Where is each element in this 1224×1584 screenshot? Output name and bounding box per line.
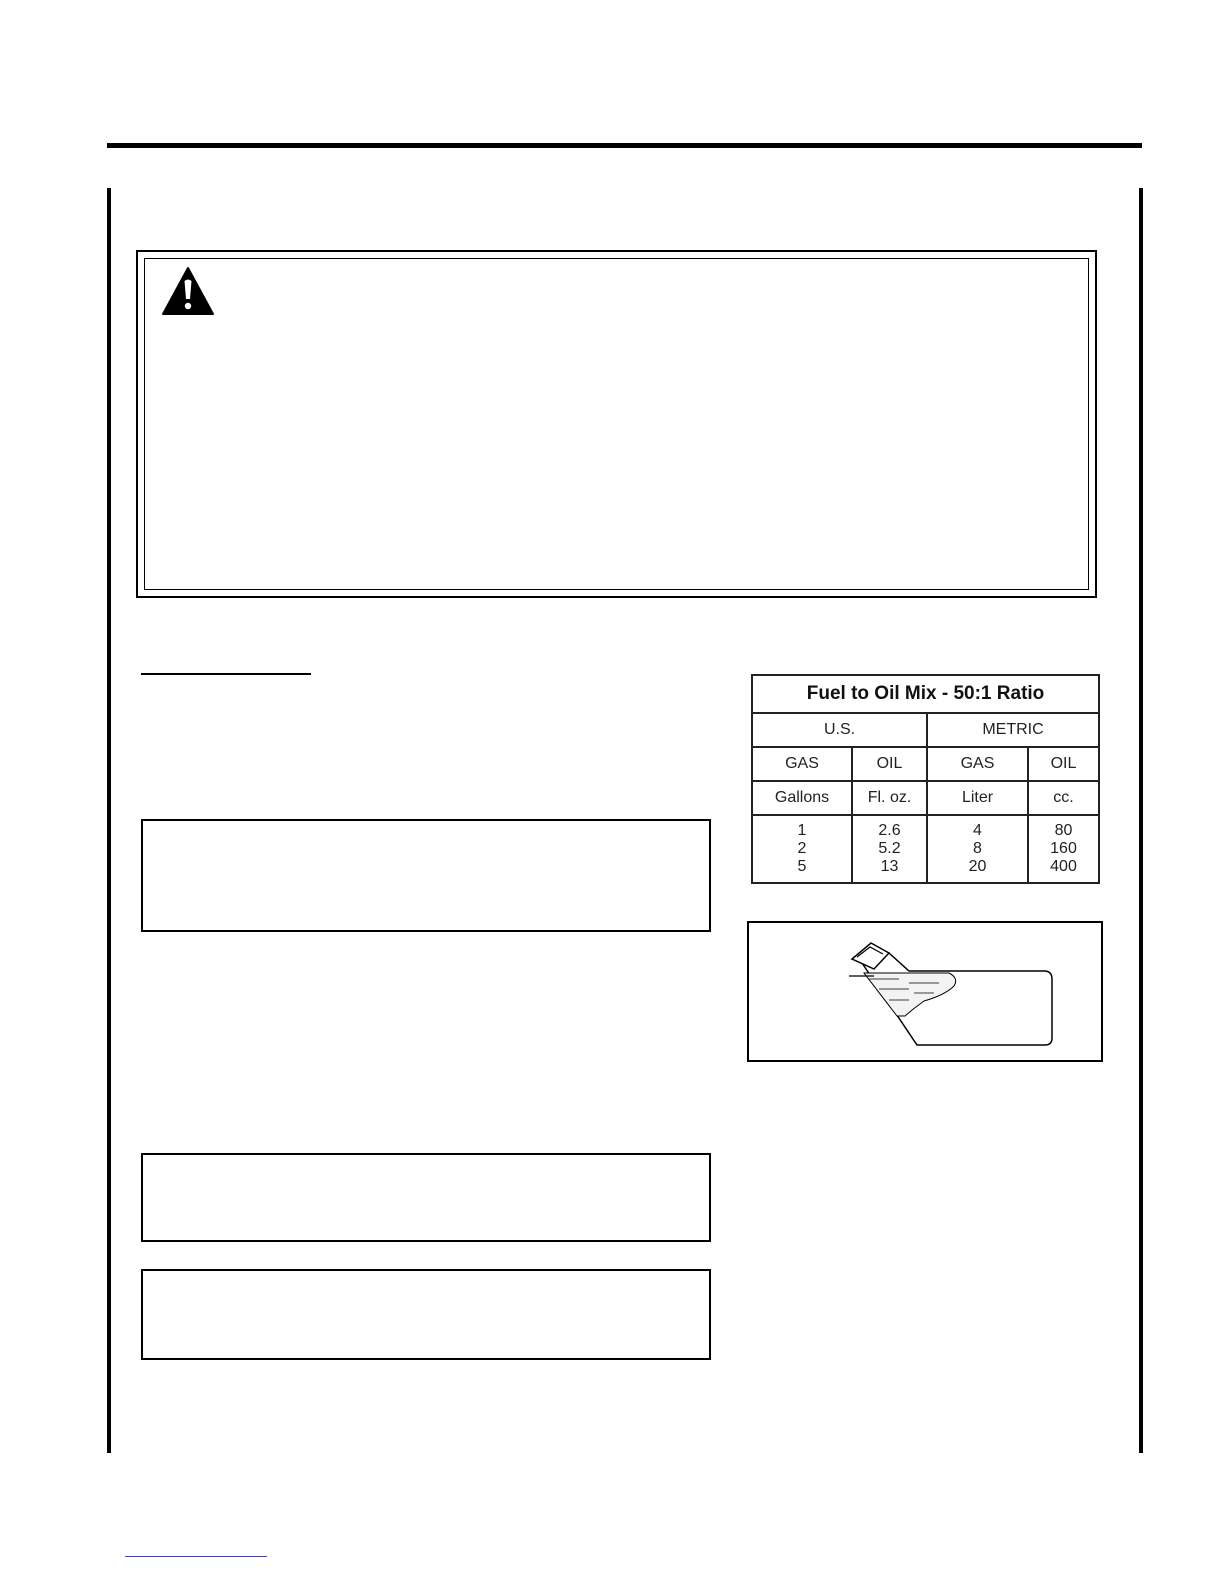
unit-cc: cc. <box>1028 781 1099 815</box>
table-value: 5 <box>797 858 807 875</box>
table-value: 8 <box>973 840 982 857</box>
note-box-2 <box>141 1153 711 1242</box>
table-value: 400 <box>1050 858 1077 875</box>
column-us-oil-values <box>852 815 927 883</box>
right-margin-rule <box>1139 188 1143 1453</box>
section-heading-underline <box>141 673 311 675</box>
group-us: U.S. <box>752 713 927 747</box>
table-value: 1 <box>797 822 807 839</box>
table-value: 160 <box>1050 840 1077 857</box>
table-title: Fuel to Oil Mix - 50:1 Ratio <box>752 675 1099 713</box>
table-value: 80 <box>1054 822 1073 839</box>
warning-box-inner <box>144 258 1089 590</box>
unit-liter: Liter <box>927 781 1028 815</box>
column-metric-gas-values <box>927 815 1028 883</box>
header-rule <box>107 143 1142 148</box>
fuel-can-diagram <box>749 923 1101 1060</box>
warning-triangle-icon <box>161 266 215 316</box>
table-value: 20 <box>968 858 987 875</box>
table-value: 2.6 <box>878 822 901 839</box>
fuel-oil-mix-table <box>751 674 1100 884</box>
header-metric-gas: GAS <box>927 747 1028 781</box>
table-value: 13 <box>880 858 899 875</box>
table-value: 5.2 <box>878 840 901 857</box>
fuel-can-diagram-box <box>747 921 1103 1062</box>
table-value: 2 <box>797 840 807 857</box>
header-us-gas: GAS <box>752 747 852 781</box>
footer-link-underline[interactable] <box>125 1556 267 1557</box>
unit-fl-oz: Fl. oz. <box>852 781 927 815</box>
left-margin-rule <box>107 188 111 1453</box>
warning-box <box>136 250 1097 598</box>
table-value: 4 <box>973 822 982 839</box>
note-box-3 <box>141 1269 711 1360</box>
column-us-gas-values <box>752 815 852 883</box>
group-metric: METRIC <box>927 713 1099 747</box>
unit-gallons: Gallons <box>752 781 852 815</box>
column-metric-oil-values <box>1028 815 1099 883</box>
note-box-1 <box>141 819 711 932</box>
header-metric-oil: OIL <box>1028 747 1099 781</box>
header-us-oil: OIL <box>852 747 927 781</box>
